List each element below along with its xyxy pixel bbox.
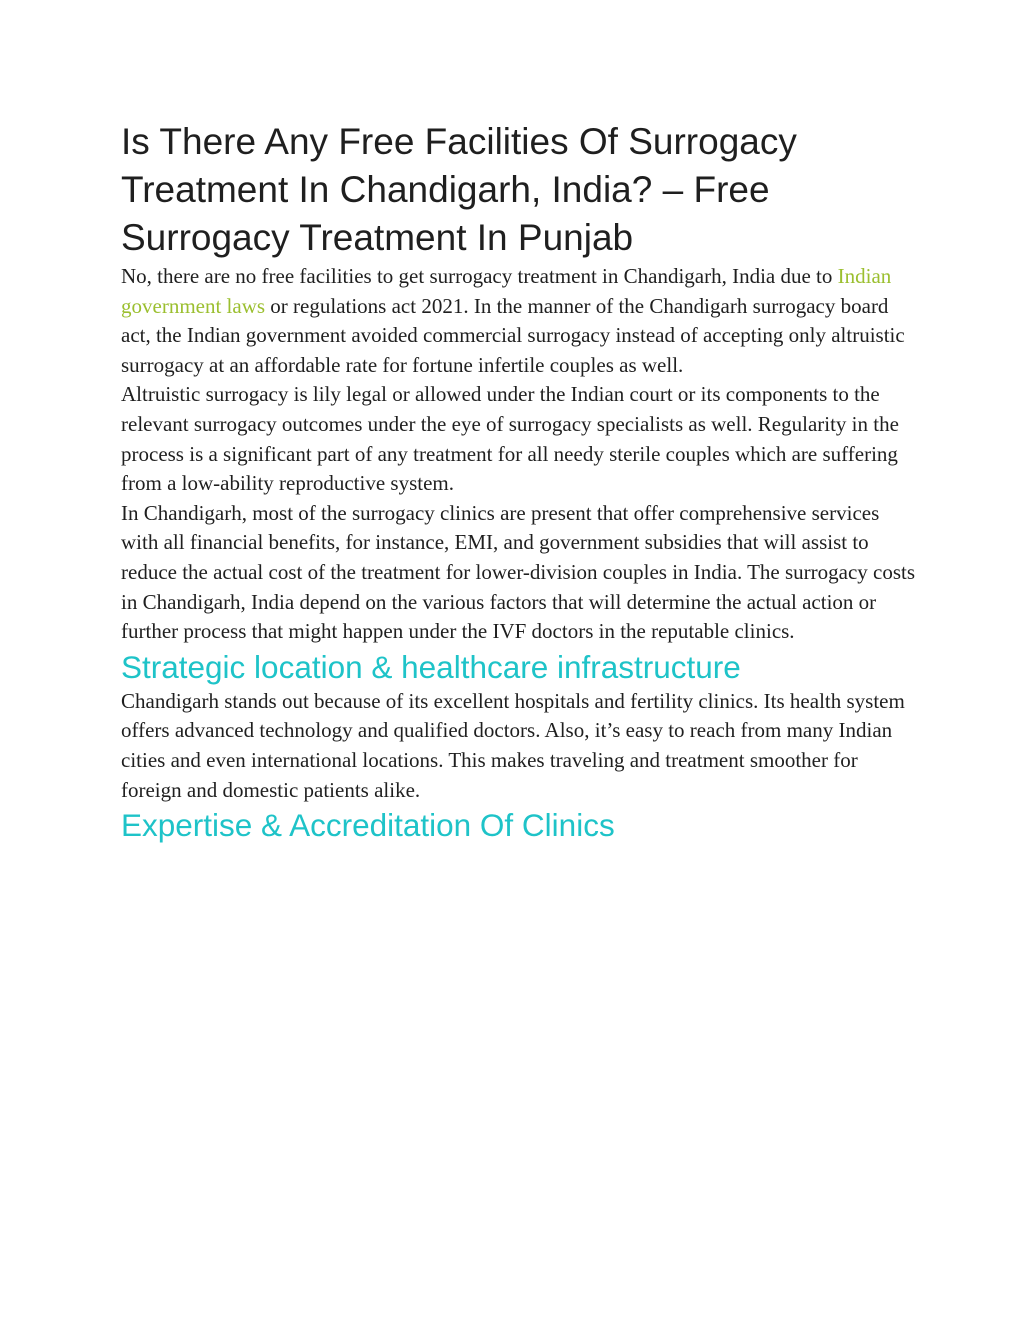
section-heading-expertise-accreditation: Expertise & Accreditation Of Clinics [121, 807, 615, 844]
page-title: Is There Any Free Facilities Of Surrogacy Treatment In Chandigarh, India? – Free Surrogacy Treatment In Punjab [121, 121, 797, 258]
paragraph-intro [121, 262, 921, 380]
paragraph-intro-text-start: No, there are no free facilities to get surrogacy treatment in Chandigarh, India due to [121, 264, 838, 288]
paragraph-healthcare-infrastructure: Chandigarh stands out because of its excellent hospitals and fertility clinics. Its health system offers advanced technology and qualified doctors. Also, it’s easy to reach from many Indian cities and even international locations. This makes traveling and treatment smoother for foreign and domestic patients alike. [121, 688, 905, 802]
indian-government-laws-link[interactable]: Indian government laws [121, 264, 892, 318]
section-heading-strategic-location: Strategic location & healthcare infrastructure [121, 648, 741, 685]
paragraph-intro-text-end: or regulations act 2021. In the manner of the Chandigarh surrogacy board act, the Indian government avoided commercial surrogacy instead of accepting only altruistic surrogacy at an affordable rate for fortune infertile couples as well. [121, 293, 905, 377]
document-page [121, 118, 921, 845]
paragraph-altruistic-surrogacy: Altruistic surrogacy is lily legal or allowed under the Indian court or its components to the relevant surrogacy outcomes under the eye of surrogacy specialists as well. Regularity in the process is a significant part of any treatment for all needy sterile couples which are suffering from a low-ability reproductive system. [121, 382, 899, 496]
paragraph-chandigarh-clinics: In Chandigarh, most of the surrogacy clinics are present that offer comprehensive services with all financial benefits, for instance, EMI, and government subsidies that will assist to reduce the actual cost of the treatment for lower-division couples in India. The surrogacy costs in Chandigarh, India depend on the various factors that will determine the actual action or further process that might happen under the IVF doctors in the reputable clinics. [121, 500, 916, 644]
